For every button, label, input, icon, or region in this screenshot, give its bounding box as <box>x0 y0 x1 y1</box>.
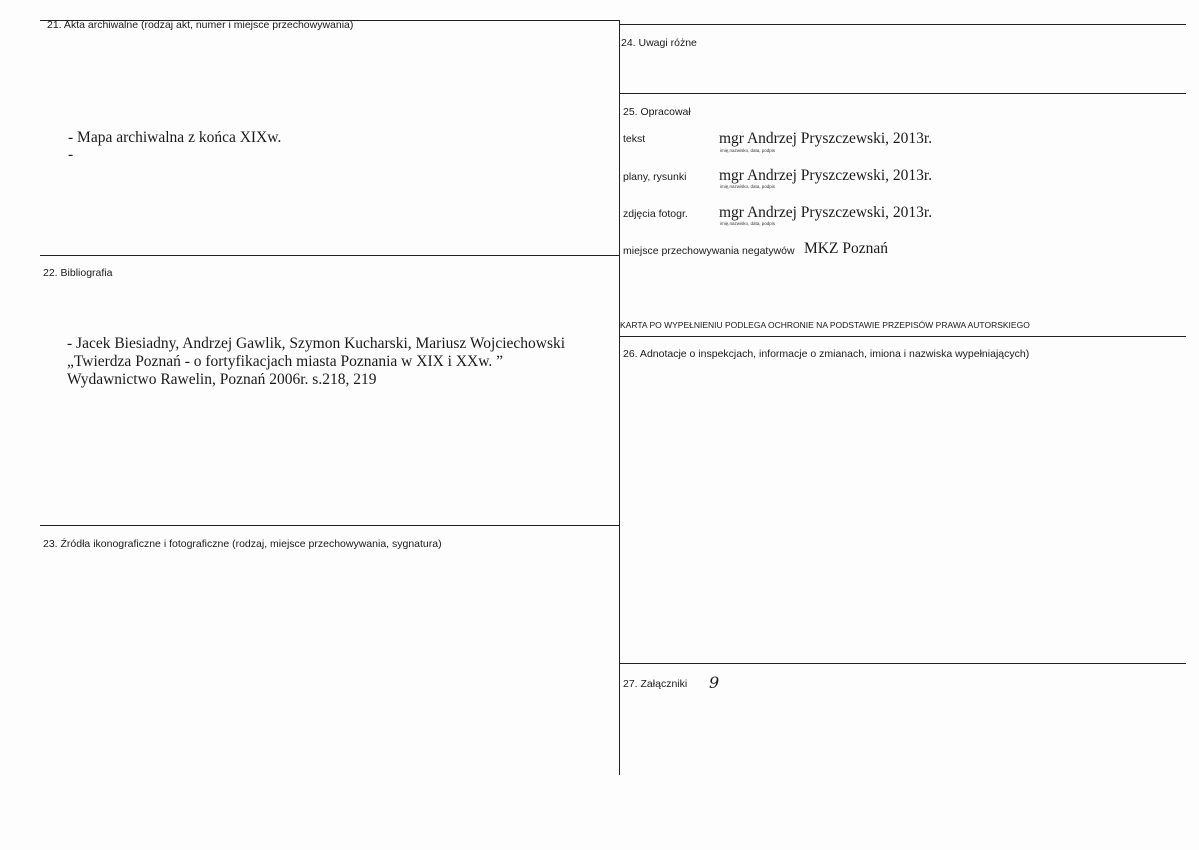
archive-item-1: - Mapa archiwalna z końca XIXw. <box>68 129 282 146</box>
divider-21-22 <box>40 255 620 256</box>
section-22-label: 22. Bibliografia <box>43 267 113 279</box>
attachments-value: 9 <box>709 673 720 692</box>
author-row-plans-hint: imię,nazwisko, data, podpis <box>720 184 776 189</box>
divider-25-26 <box>620 336 1186 337</box>
section-25-label: 25. Opracował <box>623 106 691 118</box>
section-24-label: 24. Uwagi różne <box>621 37 697 49</box>
section-26-label: 26. Adnotacje o inspekcjach, informacje o zmianach, imiona i nazwiska wypełniających) <box>623 348 1030 360</box>
author-row-plans-label: plany, rysunki <box>623 171 687 183</box>
author-row-photos-hint: imię,nazwisko, data, podpis <box>720 221 776 226</box>
author-row-text-hint: imię,nazwisko, data, podpis <box>720 148 776 153</box>
bibliography-line-2: „Twierdza Poznań - o fortyfikacjach miasta Poznania w XIX i XXw. ” <box>67 353 504 370</box>
divider-24-25 <box>620 93 1186 94</box>
bibliography-line-1: - Jacek Biesiadny, Andrzej Gawlik, Szymon Kucharski, Mariusz Wojciechowski <box>67 335 566 352</box>
archive-item-2: - <box>68 146 74 163</box>
author-row-text-value: mgr Andrzej Pryszczewski, 2013r. <box>719 130 933 147</box>
divider-22-23 <box>40 525 620 526</box>
negatives-value: MKZ Poznań <box>804 240 888 257</box>
author-row-photos-label: zdjęcia fotogr. <box>623 208 688 220</box>
section-21-label: 21. Akta archiwalne (rodzaj akt, numer i miejsce przechowywania) <box>47 19 354 31</box>
center-divider <box>619 20 620 775</box>
top-border-right <box>620 24 1186 25</box>
author-row-plans-value: mgr Andrzej Pryszczewski, 2013r. <box>719 167 933 184</box>
author-row-photos-value: mgr Andrzej Pryszczewski, 2013r. <box>719 204 933 221</box>
negatives-label: miejsce przechowywania negatywów <box>623 245 795 257</box>
section-27-label: 27. Załączniki <box>623 678 688 690</box>
section-23-label: 23. Źródła ikonograficzne i fotograficzne (rodzaj, miejsce przechowywania, sygnatura) <box>43 538 442 550</box>
bibliography-line-3: Wydawnictwo Rawelin, Poznań 2006r. s.218, 219 <box>67 371 377 388</box>
copyright-note: KARTA PO WYPEŁNIENIU PODLEGA OCHRONIE NA PODSTAWIE PRZEPISÓW PRAWA AUTORSKIEGO <box>620 320 1030 330</box>
author-row-text-label: tekst <box>623 133 646 145</box>
divider-26-27 <box>620 663 1186 664</box>
